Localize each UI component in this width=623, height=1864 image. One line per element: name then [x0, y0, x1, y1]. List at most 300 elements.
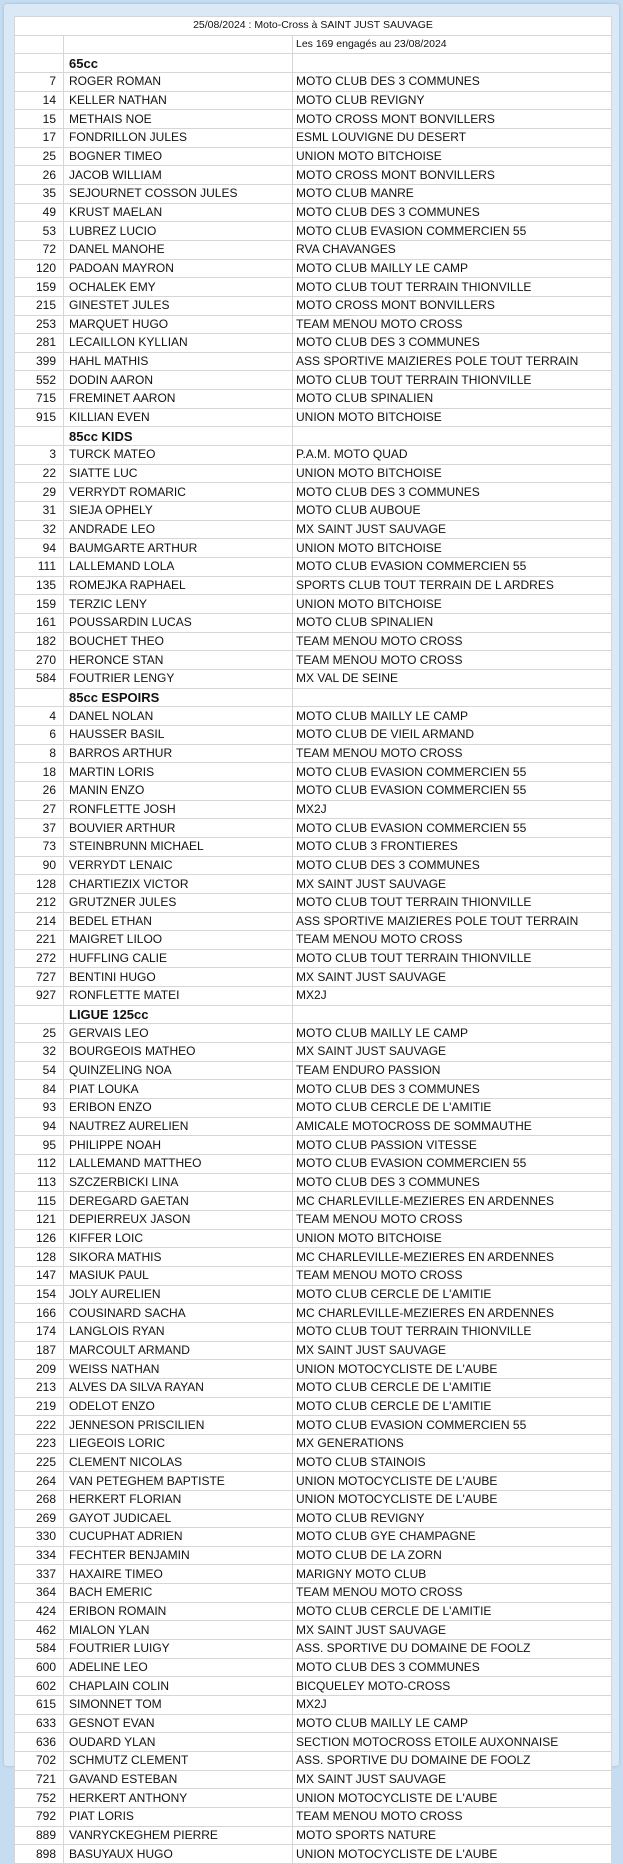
rider-number[interactable]: 4: [15, 707, 64, 726]
rider-club[interactable]: MX SAINT JUST SAUVAGE: [293, 520, 612, 539]
rider-club[interactable]: TEAM MENOU MOTO CROSS: [293, 632, 612, 651]
rider-number[interactable]: 915: [15, 408, 64, 427]
rider-name[interactable]: JACOB WILLIAM: [64, 166, 293, 185]
rider-name[interactable]: GRUTZNER JULES: [64, 893, 293, 912]
rider-club[interactable]: MOTO CLUB TOUT TERRAIN THIONVILLE: [293, 278, 612, 297]
rider-name[interactable]: PIAT LOUKA: [64, 1080, 293, 1099]
rider-name[interactable]: SZCZERBICKI LINA: [64, 1173, 293, 1192]
rider-name[interactable]: POUSSARDIN LUCAS: [64, 614, 293, 633]
rider-name[interactable]: MIALON YLAN: [64, 1621, 293, 1640]
rider-club[interactable]: MOTO CLUB SPINALIEN: [293, 390, 612, 409]
rider-name[interactable]: SCHMUTZ CLEMENT: [64, 1752, 293, 1771]
rider-name[interactable]: BOGNER TIMEO: [64, 147, 293, 166]
rider-number[interactable]: 154: [15, 1285, 64, 1304]
rider-number[interactable]: 927: [15, 987, 64, 1006]
rider-name[interactable]: LALLEMAND LOLA: [64, 558, 293, 577]
rider-club[interactable]: MOTO CLUB DES 3 COMMUNES: [293, 483, 612, 502]
rider-number[interactable]: 112: [15, 1155, 64, 1174]
rider-name[interactable]: GINESTET JULES: [64, 296, 293, 315]
rider-number[interactable]: 462: [15, 1621, 64, 1640]
rider-number[interactable]: 269: [15, 1509, 64, 1528]
rider-number[interactable]: 281: [15, 334, 64, 353]
rider-club[interactable]: MOTO CLUB CERCLE DE L'AMITIE: [293, 1285, 612, 1304]
table-row: [15, 1546, 612, 1565]
rider-name[interactable]: VERRYDT ROMARIC: [64, 483, 293, 502]
rider-number[interactable]: 147: [15, 1266, 64, 1285]
rider-number[interactable]: 889: [15, 1826, 64, 1845]
rider-club[interactable]: MOTO CLUB CERCLE DE L'AMITIE: [293, 1099, 612, 1118]
table-row: [15, 1229, 612, 1248]
rider-number[interactable]: 272: [15, 949, 64, 968]
rider-club[interactable]: MOTO CLUB DES 3 COMMUNES: [293, 72, 612, 91]
rider-name[interactable]: BOUVIER ARTHUR: [64, 819, 293, 838]
rider-club[interactable]: MX2J: [293, 987, 612, 1006]
rider-number[interactable]: 6: [15, 725, 64, 744]
rider-club[interactable]: MOTO CLUB MANRE: [293, 184, 612, 203]
rider-club[interactable]: MOTO CLUB DES 3 COMMUNES: [293, 203, 612, 222]
rider-number[interactable]: 32: [15, 1043, 64, 1062]
rider-number[interactable]: 115: [15, 1192, 64, 1211]
rider-name[interactable]: DEPIERREUX JASON: [64, 1211, 293, 1230]
rider-number[interactable]: 8: [15, 744, 64, 763]
rider-number[interactable]: 215: [15, 296, 64, 315]
category-name[interactable]: 85cc KIDS: [64, 427, 293, 446]
rider-club[interactable]: MX SAINT JUST SAUVAGE: [293, 1770, 612, 1789]
rider-number[interactable]: 636: [15, 1733, 64, 1752]
rider-number[interactable]: 49: [15, 203, 64, 222]
rider-number[interactable]: 615: [15, 1696, 64, 1715]
rider-club[interactable]: MX VAL DE SEINE: [293, 669, 612, 688]
rider-name[interactable]: HERKERT ANTHONY: [64, 1789, 293, 1808]
rider-club[interactable]: MOTO CLUB TOUT TERRAIN THIONVILLE: [293, 949, 612, 968]
rider-name[interactable]: ADELINE LEO: [64, 1658, 293, 1677]
rider-number[interactable]: 268: [15, 1490, 64, 1509]
rider-number[interactable]: 159: [15, 278, 64, 297]
rider-club[interactable]: ASS SPORTIVE MAIZIERES POLE TOUT TERRAIN: [293, 912, 612, 931]
table-row: [15, 334, 612, 353]
rider-name[interactable]: CHARTIEZIX VICTOR: [64, 875, 293, 894]
rider-number[interactable]: 15: [15, 110, 64, 129]
rider-club[interactable]: MOTO CLUB SPINALIEN: [293, 614, 612, 633]
rider-club[interactable]: MOTO CROSS MONT BONVILLERS: [293, 110, 612, 129]
rider-number[interactable]: 26: [15, 166, 64, 185]
rider-name[interactable]: NAUTREZ AURELIEN: [64, 1117, 293, 1136]
rider-name[interactable]: BASUYAUX HUGO: [64, 1845, 293, 1864]
rider-number[interactable]: 3: [15, 446, 64, 465]
rider-club[interactable]: MX2J: [293, 1696, 612, 1715]
rider-club[interactable]: MOTO CLUB EVASION COMMERCIEN 55: [293, 819, 612, 838]
rider-club[interactable]: MOTO CLUB CERCLE DE L'AMITIE: [293, 1602, 612, 1621]
rider-club[interactable]: TEAM MENOU MOTO CROSS: [293, 1211, 612, 1230]
rider-number[interactable]: 53: [15, 222, 64, 241]
rider-name[interactable]: BARROS ARTHUR: [64, 744, 293, 763]
rider-number[interactable]: 219: [15, 1397, 64, 1416]
rider-name[interactable]: DANEL MANOHE: [64, 240, 293, 259]
rider-name[interactable]: LALLEMAND MATTHEO: [64, 1155, 293, 1174]
rider-club[interactable]: MOTO CLUB REVIGNY: [293, 1509, 612, 1528]
empty-cell[interactable]: [293, 54, 612, 73]
rider-club[interactable]: UNION MOTOCYCLISTE DE L'AUBE: [293, 1360, 612, 1379]
rider-name[interactable]: LIEGEOIS LORIC: [64, 1434, 293, 1453]
rider-club[interactable]: UNION MOTOCYCLISTE DE L'AUBE: [293, 1845, 612, 1864]
rider-name[interactable]: LECAILLON KYLLIAN: [64, 334, 293, 353]
rider-name[interactable]: HUFFLING CALIE: [64, 949, 293, 968]
empty-cell[interactable]: [293, 688, 612, 707]
rider-number[interactable]: 121: [15, 1211, 64, 1230]
rider-name[interactable]: BOURGEOIS MATHEO: [64, 1043, 293, 1062]
rider-club[interactable]: MOTO CLUB MAILLY LE CAMP: [293, 707, 612, 726]
rider-club[interactable]: MX SAINT JUST SAUVAGE: [293, 968, 612, 987]
rider-club[interactable]: MOTO CLUB DES 3 COMMUNES: [293, 1173, 612, 1192]
rider-number[interactable]: 128: [15, 875, 64, 894]
rider-name[interactable]: GERVAIS LEO: [64, 1024, 293, 1043]
rider-club[interactable]: MOTO CLUB EVASION COMMERCIEN 55: [293, 781, 612, 800]
rider-name[interactable]: CLEMENT NICOLAS: [64, 1453, 293, 1472]
rider-number[interactable]: 111: [15, 558, 64, 577]
rider-name[interactable]: BOUCHET THEO: [64, 632, 293, 651]
rider-club[interactable]: MOTO CLUB DES 3 COMMUNES: [293, 334, 612, 353]
rider-number[interactable]: 721: [15, 1770, 64, 1789]
rider-club[interactable]: MOTO CLUB DE VIEIL ARMAND: [293, 725, 612, 744]
rider-name[interactable]: HERKERT FLORIAN: [64, 1490, 293, 1509]
rider-number[interactable]: 120: [15, 259, 64, 278]
rider-number[interactable]: 14: [15, 91, 64, 110]
rider-club[interactable]: MX GENERATIONS: [293, 1434, 612, 1453]
rider-name[interactable]: PHILIPPE NOAH: [64, 1136, 293, 1155]
rider-name[interactable]: PADOAN MAYRON: [64, 259, 293, 278]
rider-name[interactable]: HAXAIRE TIMEO: [64, 1565, 293, 1584]
rider-number[interactable]: 174: [15, 1322, 64, 1341]
rider-number[interactable]: 212: [15, 893, 64, 912]
rider-name[interactable]: GESNOT EVAN: [64, 1714, 293, 1733]
rider-number[interactable]: 94: [15, 539, 64, 558]
sheet-title[interactable]: 25/08/2024 : Moto-Cross à SAINT JUST SAUVAGE: [15, 17, 612, 36]
rider-name[interactable]: BEDEL ETHAN: [64, 912, 293, 931]
rider-number[interactable]: 159: [15, 595, 64, 614]
rider-name[interactable]: MARCOULT ARMAND: [64, 1341, 293, 1360]
rider-club[interactable]: MOTO CLUB EVASION COMMERCIEN 55: [293, 558, 612, 577]
rider-name[interactable]: LUBREZ LUCIO: [64, 222, 293, 241]
rider-number[interactable]: 73: [15, 837, 64, 856]
rider-name[interactable]: COUSINARD SACHA: [64, 1304, 293, 1323]
empty-cell[interactable]: [15, 35, 64, 54]
rider-club[interactable]: MC CHARLEVILLE-MEZIERES EN ARDENNES: [293, 1304, 612, 1323]
rider-club[interactable]: MOTO CLUB EVASION COMMERCIEN 55: [293, 222, 612, 241]
rider-name[interactable]: FONDRILLON JULES: [64, 128, 293, 147]
rider-name[interactable]: ALVES DA SILVA RAYAN: [64, 1378, 293, 1397]
rider-club[interactable]: MOTO CROSS MONT BONVILLERS: [293, 166, 612, 185]
rider-name[interactable]: SIEJA OPHELY: [64, 502, 293, 521]
rider-name[interactable]: SIKORA MATHIS: [64, 1248, 293, 1267]
rider-name[interactable]: VANRYCKEGHEM PIERRE: [64, 1826, 293, 1845]
rider-club[interactable]: TEAM MENOU MOTO CROSS: [293, 315, 612, 334]
rider-name[interactable]: RONFLETTE MATEI: [64, 987, 293, 1006]
rider-club[interactable]: MOTO CLUB REVIGNY: [293, 91, 612, 110]
rider-name[interactable]: DODIN AARON: [64, 371, 293, 390]
rider-club[interactable]: MOTO CLUB TOUT TERRAIN THIONVILLE: [293, 371, 612, 390]
rider-name[interactable]: ERIBON ENZO: [64, 1099, 293, 1118]
rider-club[interactable]: ASS SPORTIVE MAIZIERES POLE TOUT TERRAIN: [293, 352, 612, 371]
rider-club[interactable]: MOTO CLUB STAINOIS: [293, 1453, 612, 1472]
rider-club[interactable]: MARIGNY MOTO CLUB: [293, 1565, 612, 1584]
rider-name[interactable]: METHAIS NOE: [64, 110, 293, 129]
rider-number[interactable]: 584: [15, 669, 64, 688]
rider-name[interactable]: ANDRADE LEO: [64, 520, 293, 539]
rider-club[interactable]: RVA CHAVANGES: [293, 240, 612, 259]
rider-club[interactable]: MOTO CLUB TOUT TERRAIN THIONVILLE: [293, 1322, 612, 1341]
rider-number[interactable]: 7: [15, 72, 64, 91]
rider-number[interactable]: 27: [15, 800, 64, 819]
rider-number[interactable]: 113: [15, 1173, 64, 1192]
empty-cell[interactable]: [293, 427, 612, 446]
rider-club[interactable]: MOTO CLUB GYE CHAMPAGNE: [293, 1528, 612, 1547]
rider-club[interactable]: MOTO CLUB DES 3 COMMUNES: [293, 1080, 612, 1099]
rider-name[interactable]: VAN PETEGHEM BAPTISTE: [64, 1472, 293, 1491]
rider-number[interactable]: 209: [15, 1360, 64, 1379]
rider-club[interactable]: MC CHARLEVILLE-MEZIERES EN ARDENNES: [293, 1192, 612, 1211]
rider-number[interactable]: 31: [15, 502, 64, 521]
rider-name[interactable]: LANGLOIS RYAN: [64, 1322, 293, 1341]
rider-number[interactable]: 25: [15, 147, 64, 166]
rider-number[interactable]: 161: [15, 614, 64, 633]
rider-name[interactable]: CHAPLAIN COLIN: [64, 1677, 293, 1696]
rider-name[interactable]: DEREGARD GAETAN: [64, 1192, 293, 1211]
rider-number[interactable]: 17: [15, 128, 64, 147]
rider-club[interactable]: UNION MOTOCYCLISTE DE L'AUBE: [293, 1789, 612, 1808]
rider-number[interactable]: 727: [15, 968, 64, 987]
rider-club[interactable]: MOTO CLUB EVASION COMMERCIEN 55: [293, 1416, 612, 1435]
rider-number[interactable]: 187: [15, 1341, 64, 1360]
rider-name[interactable]: BENTINI HUGO: [64, 968, 293, 987]
rider-number[interactable]: 898: [15, 1845, 64, 1864]
rider-name[interactable]: MASIUK PAUL: [64, 1266, 293, 1285]
rider-number[interactable]: 26: [15, 781, 64, 800]
rider-number[interactable]: 84: [15, 1080, 64, 1099]
rider-name[interactable]: JOLY AURELIEN: [64, 1285, 293, 1304]
table-row: [15, 1211, 612, 1230]
rider-club[interactable]: MOTO CLUB EVASION COMMERCIEN 55: [293, 763, 612, 782]
rider-name[interactable]: KIFFER LOIC: [64, 1229, 293, 1248]
rider-name[interactable]: SIMONNET TOM: [64, 1696, 293, 1715]
rider-number[interactable]: 25: [15, 1024, 64, 1043]
rider-club[interactable]: UNION MOTOCYCLISTE DE L'AUBE: [293, 1490, 612, 1509]
rider-name[interactable]: GAVAND ESTEBAN: [64, 1770, 293, 1789]
rider-number[interactable]: 126: [15, 1229, 64, 1248]
rider-number[interactable]: 90: [15, 856, 64, 875]
rider-number[interactable]: 222: [15, 1416, 64, 1435]
rider-name[interactable]: HERONCE STAN: [64, 651, 293, 670]
rider-name[interactable]: PIAT LORIS: [64, 1808, 293, 1827]
rider-number[interactable]: 135: [15, 576, 64, 595]
rider-club[interactable]: MX2J: [293, 800, 612, 819]
rider-number[interactable]: 54: [15, 1061, 64, 1080]
rider-club[interactable]: MOTO CLUB 3 FRONTIERES: [293, 837, 612, 856]
rider-number[interactable]: 72: [15, 240, 64, 259]
rider-club[interactable]: UNION MOTO BITCHOISE: [293, 408, 612, 427]
rider-number[interactable]: 600: [15, 1658, 64, 1677]
rider-number[interactable]: 330: [15, 1528, 64, 1547]
rider-name[interactable]: MANIN ENZO: [64, 781, 293, 800]
rider-number[interactable]: 128: [15, 1248, 64, 1267]
rider-club[interactable]: MOTO CLUB DE LA ZORN: [293, 1546, 612, 1565]
rider-name[interactable]: TERZIC LENY: [64, 595, 293, 614]
rider-name[interactable]: MAIGRET LILOO: [64, 931, 293, 950]
rider-name[interactable]: CUCUPHAT ADRIEN: [64, 1528, 293, 1547]
rider-name[interactable]: FREMINET AARON: [64, 390, 293, 409]
rider-club[interactable]: TEAM MENOU MOTO CROSS: [293, 1266, 612, 1285]
rider-name[interactable]: ROGER ROMAN: [64, 72, 293, 91]
rider-club[interactable]: TEAM MENOU MOTO CROSS: [293, 931, 612, 950]
rider-number[interactable]: 264: [15, 1472, 64, 1491]
rider-club[interactable]: MX SAINT JUST SAUVAGE: [293, 1341, 612, 1360]
empty-cell[interactable]: [15, 688, 64, 707]
rider-club[interactable]: TEAM ENDURO PASSION: [293, 1061, 612, 1080]
rider-club[interactable]: TEAM MENOU MOTO CROSS: [293, 651, 612, 670]
empty-cell[interactable]: [15, 54, 64, 73]
rider-name[interactable]: DANEL NOLAN: [64, 707, 293, 726]
rider-club[interactable]: UNION MOTO BITCHOISE: [293, 147, 612, 166]
rider-number[interactable]: 424: [15, 1602, 64, 1621]
rider-club[interactable]: UNION MOTO BITCHOISE: [293, 464, 612, 483]
rider-number[interactable]: 792: [15, 1808, 64, 1827]
rider-number[interactable]: 225: [15, 1453, 64, 1472]
rider-club[interactable]: TEAM MENOU MOTO CROSS: [293, 1584, 612, 1603]
category-name[interactable]: 85cc ESPOIRS: [64, 688, 293, 707]
rider-number[interactable]: 270: [15, 651, 64, 670]
rider-number[interactable]: 584: [15, 1640, 64, 1659]
rider-name[interactable]: BAUMGARTE ARTHUR: [64, 539, 293, 558]
rider-club[interactable]: MOTO CLUB DES 3 COMMUNES: [293, 856, 612, 875]
rider-club[interactable]: MOTO CLUB DES 3 COMMUNES: [293, 1658, 612, 1677]
rider-club[interactable]: MOTO CLUB EVASION COMMERCIEN 55: [293, 1155, 612, 1174]
rider-name[interactable]: ROMEJKA RAPHAEL: [64, 576, 293, 595]
rider-number[interactable]: 633: [15, 1714, 64, 1733]
rider-number[interactable]: 602: [15, 1677, 64, 1696]
rider-club[interactable]: MOTO SPORTS NATURE: [293, 1826, 612, 1845]
rider-name[interactable]: WEISS NATHAN: [64, 1360, 293, 1379]
rider-number[interactable]: 35: [15, 184, 64, 203]
rider-name[interactable]: RONFLETTE JOSH: [64, 800, 293, 819]
rider-club[interactable]: MOTO CLUB AUBOUE: [293, 502, 612, 521]
rider-number[interactable]: 95: [15, 1136, 64, 1155]
rider-club[interactable]: MX SAINT JUST SAUVAGE: [293, 875, 612, 894]
rider-name[interactable]: QUINZELING NOA: [64, 1061, 293, 1080]
rider-name[interactable]: SEJOURNET COSSON JULES: [64, 184, 293, 203]
rider-number[interactable]: 93: [15, 1099, 64, 1118]
rider-number[interactable]: 182: [15, 632, 64, 651]
rider-name[interactable]: SIATTE LUC: [64, 464, 293, 483]
rider-number[interactable]: 702: [15, 1752, 64, 1771]
rider-name[interactable]: KRUST MAELAN: [64, 203, 293, 222]
rider-name[interactable]: OUDARD YLAN: [64, 1733, 293, 1752]
rider-name[interactable]: MARQUET HUGO: [64, 315, 293, 334]
rider-club[interactable]: MC CHARLEVILLE-MEZIERES EN ARDENNES: [293, 1248, 612, 1267]
rider-number[interactable]: 213: [15, 1378, 64, 1397]
rider-name[interactable]: FOUTRIER LUIGY: [64, 1640, 293, 1659]
rider-club[interactable]: MOTO CLUB CERCLE DE L'AMITIE: [293, 1378, 612, 1397]
rider-number[interactable]: 214: [15, 912, 64, 931]
rider-club[interactable]: MOTO CLUB CERCLE DE L'AMITIE: [293, 1397, 612, 1416]
rider-number[interactable]: 337: [15, 1565, 64, 1584]
rider-club[interactable]: SPORTS CLUB TOUT TERRAIN DE L ARDRES: [293, 576, 612, 595]
rider-number[interactable]: 399: [15, 352, 64, 371]
sheet-subtitle[interactable]: Les 169 engagés au 23/08/2024: [293, 35, 612, 54]
rider-name[interactable]: VERRYDT LENAIC: [64, 856, 293, 875]
rider-club[interactable]: MX SAINT JUST SAUVAGE: [293, 1043, 612, 1062]
rider-club[interactable]: MOTO CLUB TOUT TERRAIN THIONVILLE: [293, 893, 612, 912]
rider-name[interactable]: KELLER NATHAN: [64, 91, 293, 110]
rider-club[interactable]: SECTION MOTOCROSS ETOILE AUXONNAISE: [293, 1733, 612, 1752]
rider-number[interactable]: 253: [15, 315, 64, 334]
rider-name[interactable]: ODELOT ENZO: [64, 1397, 293, 1416]
table-row: [15, 1453, 612, 1472]
rider-number[interactable]: 22: [15, 464, 64, 483]
rider-club[interactable]: MOTO CLUB MAILLY LE CAMP: [293, 1024, 612, 1043]
rider-club[interactable]: UNION MOTO BITCHOISE: [293, 539, 612, 558]
rider-name[interactable]: FECHTER BENJAMIN: [64, 1546, 293, 1565]
rider-name[interactable]: JENNESON PRISCILIEN: [64, 1416, 293, 1435]
rider-name[interactable]: KILLIAN EVEN: [64, 408, 293, 427]
rider-name[interactable]: BACH EMERIC: [64, 1584, 293, 1603]
rider-name[interactable]: HAHL MATHIS: [64, 352, 293, 371]
rider-club[interactable]: MOTO CLUB MAILLY LE CAMP: [293, 259, 612, 278]
rider-name[interactable]: MARTIN LORIS: [64, 763, 293, 782]
rider-club[interactable]: P.A.M. MOTO QUAD: [293, 446, 612, 465]
rider-club[interactable]: MX SAINT JUST SAUVAGE: [293, 1621, 612, 1640]
category-name[interactable]: 65cc: [64, 54, 293, 73]
rider-club[interactable]: BICQUELEY MOTO-CROSS: [293, 1677, 612, 1696]
rider-club[interactable]: TEAM MENOU MOTO CROSS: [293, 1808, 612, 1827]
rider-number[interactable]: 715: [15, 390, 64, 409]
rider-number[interactable]: 221: [15, 931, 64, 950]
rider-club[interactable]: UNION MOTO BITCHOISE: [293, 1229, 612, 1248]
empty-cell[interactable]: [64, 35, 293, 54]
rider-club[interactable]: UNION MOTOCYCLISTE DE L'AUBE: [293, 1472, 612, 1491]
empty-cell[interactable]: [15, 427, 64, 446]
rider-club[interactable]: ESML LOUVIGNE DU DESERT: [293, 128, 612, 147]
rider-number[interactable]: 752: [15, 1789, 64, 1808]
empty-cell[interactable]: [15, 1005, 64, 1024]
rider-club[interactable]: MOTO CLUB PASSION VITESSE: [293, 1136, 612, 1155]
rider-club[interactable]: UNION MOTO BITCHOISE: [293, 595, 612, 614]
rider-club[interactable]: ASS. SPORTIVE DU DOMAINE DE FOOLZ: [293, 1752, 612, 1771]
rider-club[interactable]: TEAM MENOU MOTO CROSS: [293, 744, 612, 763]
rider-number[interactable]: 32: [15, 520, 64, 539]
rider-name[interactable]: HAUSSER BASIL: [64, 725, 293, 744]
rider-club[interactable]: AMICALE MOTOCROSS DE SOMMAUTHE: [293, 1117, 612, 1136]
rider-club[interactable]: MOTO CLUB MAILLY LE CAMP: [293, 1714, 612, 1733]
rider-name[interactable]: GAYOT JUDICAEL: [64, 1509, 293, 1528]
rider-number[interactable]: 552: [15, 371, 64, 390]
rider-number[interactable]: 166: [15, 1304, 64, 1323]
rider-number[interactable]: 364: [15, 1584, 64, 1603]
rider-club[interactable]: ASS. SPORTIVE DU DOMAINE DE FOOLZ: [293, 1640, 612, 1659]
rider-number[interactable]: 334: [15, 1546, 64, 1565]
rider-number[interactable]: 223: [15, 1434, 64, 1453]
rider-name[interactable]: OCHALEK EMY: [64, 278, 293, 297]
category-name[interactable]: LIGUE 125cc: [64, 1005, 293, 1024]
rider-name[interactable]: ERIBON ROMAIN: [64, 1602, 293, 1621]
rider-number[interactable]: 18: [15, 763, 64, 782]
rider-number[interactable]: 37: [15, 819, 64, 838]
empty-cell[interactable]: [293, 1005, 612, 1024]
rider-name[interactable]: TURCK MATEO: [64, 446, 293, 465]
rider-club[interactable]: MOTO CROSS MONT BONVILLERS: [293, 296, 612, 315]
rider-number[interactable]: 29: [15, 483, 64, 502]
rider-name[interactable]: STEINBRUNN MICHAEL: [64, 837, 293, 856]
rider-number[interactable]: 94: [15, 1117, 64, 1136]
rider-name[interactable]: FOUTRIER LENGY: [64, 669, 293, 688]
